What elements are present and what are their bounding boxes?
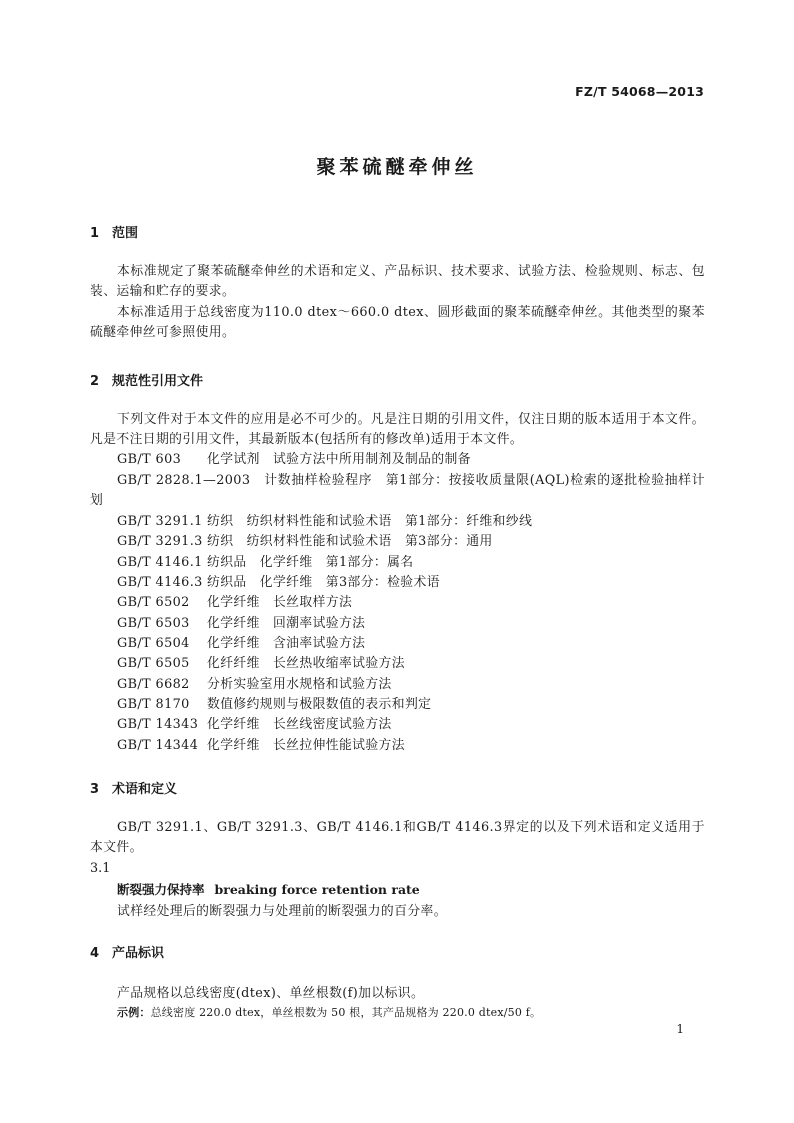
page-number: 1 — [676, 1022, 684, 1036]
reference-title: 化纤纤维 长丝热收缩率试验方法 — [207, 656, 405, 671]
section-number: 1 — [90, 226, 100, 241]
reference-title: 化学纤维 长丝取样方法 — [207, 595, 353, 610]
reference-item-gb2828: GB/T 2828.1—2003 计数抽样检验程序 第1部分：按接收质量限(AQL)检索的逐批检验抽样计划 — [90, 473, 705, 508]
reference-code: GB/T 6502 — [117, 595, 190, 610]
reference-title: 纺织 纺织材料性能和试验术语 第3部分：通用 — [207, 534, 493, 549]
example-label: 示例： — [117, 1006, 151, 1019]
reference-code: GB/T 6504 — [117, 636, 190, 651]
reference-code: GB/T 8170 — [117, 697, 190, 712]
reference-title: 纺织品 化学纤维 第3部分：检验术语 — [207, 575, 440, 590]
reference-title: 化学纤维 长丝线密度试验方法 — [207, 717, 392, 732]
section-number: 2 — [90, 374, 100, 389]
section-4-heading — [90, 942, 164, 961]
example-note — [117, 1004, 541, 1020]
terms-intro: GB/T 3291.1、GB/T 3291.3、GB/T 4146.1和GB/T 4146.3界定的以及下列术语和定义适用于本文件。 — [90, 820, 705, 855]
reference-title: 纺织品 化学纤维 第1部分：属名 — [207, 555, 414, 570]
document-title: 聚苯硫醚牵伸丝 — [316, 156, 478, 178]
reference-code: GB/T 603 — [117, 452, 182, 467]
reference-item — [117, 593, 352, 613]
reference-item — [117, 634, 365, 654]
reference-title: 化学纤维 含油率试验方法 — [207, 636, 366, 651]
reference-title: 分析实验室用水规格和试验方法 — [207, 677, 392, 692]
reference-item — [117, 695, 431, 715]
reference-item — [117, 715, 392, 735]
reference-code: GB/T 6682 — [117, 677, 190, 692]
reference-code: GB/T 6505 — [117, 656, 190, 671]
reference-code: GB/T 3291.1 — [117, 514, 203, 529]
reference-title: 纺织 纺织材料性能和试验术语 第1部分：纤维和纱线 — [207, 514, 533, 529]
reference-item — [117, 675, 392, 695]
reference-item — [117, 512, 532, 532]
scope-paragraph-2: 本标准适用于总线密度为110.0 dtex～660.0 dtex、圆形截面的聚苯硫醚牵伸丝。其他类型的聚苯硫醚牵伸丝可参照使用。 — [90, 305, 705, 340]
reference-item — [117, 654, 405, 674]
reference-title: 化学纤维 长丝拉伸性能试验方法 — [207, 738, 405, 753]
section-title: 产品标识 — [112, 946, 165, 961]
references-intro: 下列文件对于本文件的应用是必不可少的。凡是注日期的引用文件，仅注日期的版本适用于本文件。凡是不注日期的引用文件，其最新版本(包括所有的修改单)适用于本文件。 — [90, 412, 705, 447]
reference-item — [117, 553, 414, 573]
reference-item — [117, 532, 493, 552]
reference-code: GB/T 14344 — [117, 738, 199, 753]
reference-title: 数值修约规则与极限数值的表示和判定 — [207, 697, 432, 712]
reference-code: GB/T 14343 — [117, 717, 199, 732]
reference-item — [117, 573, 440, 593]
reference-code: GB/T 6503 — [117, 616, 190, 631]
example-text: 总线密度 220.0 dtex，单丝根数为 50 根，其产品规格为 220.0 dtex/50 f。 — [150, 1006, 542, 1019]
reference-title: 化学试剂 试验方法中所用制剂及制品的制备 — [207, 452, 471, 467]
section-3-heading — [90, 778, 177, 797]
reference-item — [117, 450, 471, 470]
section-title: 范围 — [112, 226, 139, 241]
standard-code: FZ/T 54068—2013 — [575, 84, 704, 99]
term-entry — [117, 880, 420, 898]
reference-item — [117, 614, 365, 634]
scope-paragraph-1: 本标准规定了聚苯硫醚牵伸丝的术语和定义、产品标识、技术要求、试验方法、检验规则、标志、包装、运输和贮存的要求。 — [90, 264, 705, 299]
section-number: 4 — [90, 946, 100, 961]
section-1-heading — [90, 222, 138, 241]
term-definition: 试样经处理后的断裂强力与处理前的断裂强力的百分率。 — [117, 904, 447, 919]
product-marking-text: 产品规格以总线密度(dtex)、单丝根数(f)加以标识。 — [117, 986, 425, 1001]
section-title: 术语和定义 — [112, 782, 178, 797]
section-title: 规范性引用文件 — [112, 374, 204, 389]
term-number: 3.1 — [90, 861, 111, 876]
reference-title: 化学纤维 回潮率试验方法 — [207, 616, 366, 631]
reference-code: GB/T 4146.3 — [117, 575, 203, 590]
term-english: breaking force retention rate — [214, 882, 420, 897]
section-number: 3 — [90, 782, 100, 797]
term-chinese: 断裂强力保持率 — [117, 882, 205, 897]
section-2-heading — [90, 370, 203, 389]
reference-code: GB/T 4146.1 — [117, 555, 203, 570]
reference-item — [117, 736, 405, 756]
reference-code: GB/T 3291.3 — [117, 534, 203, 549]
